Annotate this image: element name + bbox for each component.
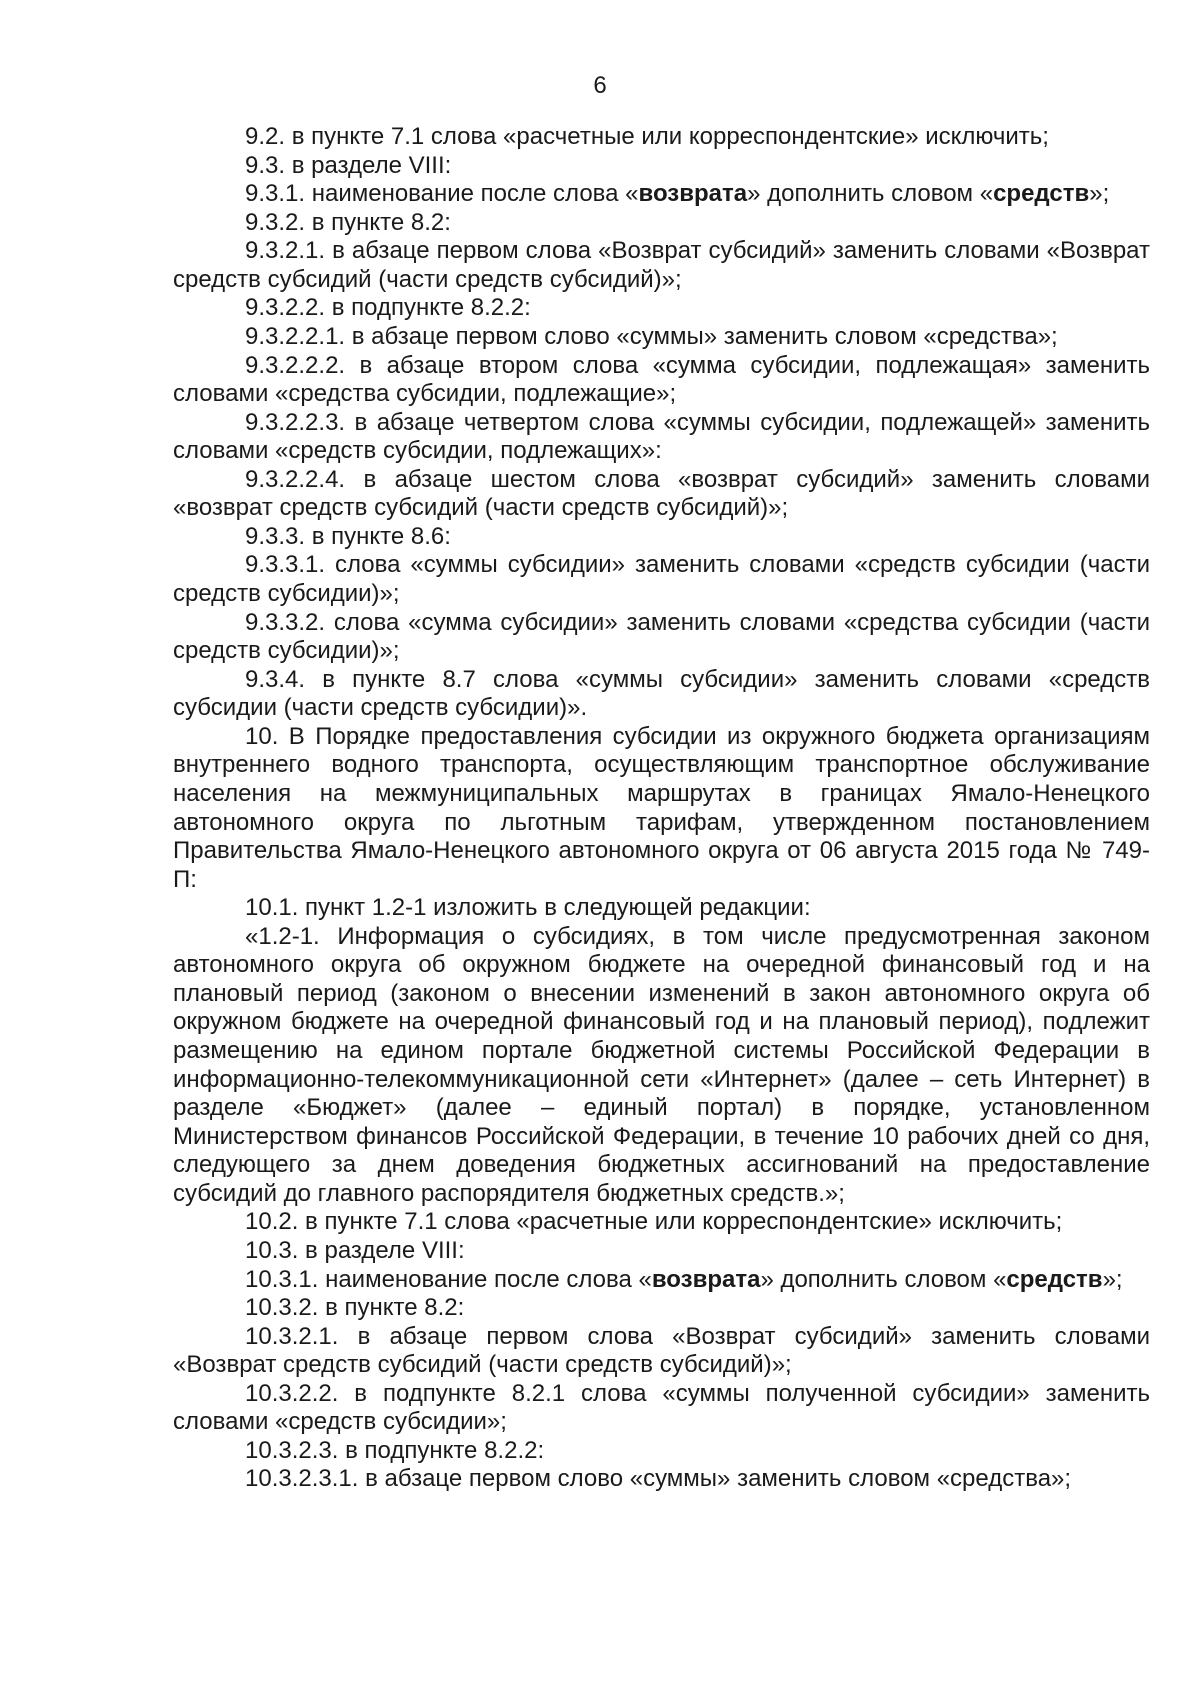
text-segment: 10.1. пункт 1.2-1 изложить в следующей редакции: [245,894,811,922]
text-segment: 9.3.2. в пункте 8.2: [245,208,451,236]
text-segment: » дополнить словом « [760,1265,1007,1293]
paragraph [173,1294,1150,1323]
text-segment: 9.3.3.2. слова «сумма субсидии» заменить словами «средства субсидии (части средств субсидии)»; [173,608,1150,665]
paragraph [173,666,1150,723]
text-segment: 10.3.1. наименование после слова « [245,1265,652,1293]
bold-term: возврата [638,180,748,208]
text-segment: 10. В Порядке предоставления субсидии из окружного бюджета организациям внутреннего водного транспорта, осуществляющим транспортное обслуживание населения на межмуниципальных маршрутах в границах Ямало-Ненецкого автономного округа по льготным тарифам, утвержденном постановлением Правительства Ямало-Ненецкого автономного округа от 06 августа 2015 года № 749-П: [173,722,1150,893]
text-segment: 9.3.2.1. в абзаце первом слова «Возврат субсидий» заменить словами «Возврат средств субсидий (части средств субсидий)»; [173,237,1150,293]
text-segment: 10.3.2.3. в подпункте 8.2.2: [245,1436,545,1464]
text-segment: 9.3.2.2.4. в абзаце шестом слова «возврат субсидий» заменить словами «возврат средств субсидий (части средств субсидий)»; [173,465,1150,522]
page-number: 6 [593,72,607,99]
paragraph [173,1437,1150,1466]
paragraph [173,1323,1150,1380]
paragraph [173,551,1150,608]
text-segment: 10.2. в пункте 7.1 слова «расчетные или корреспондентские» исключить; [245,1208,1063,1236]
paragraph [173,1237,1150,1266]
paragraph [173,123,1150,152]
bold-term: средств [1006,1265,1103,1293]
paragraph [173,323,1150,352]
paragraph [173,723,1150,894]
paragraph [173,152,1150,181]
paragraph [173,1465,1150,1494]
text-segment: 9.3.2.2.1. в абзаце первом слово «суммы» заменить словом «средства»; [245,322,1058,350]
text-segment: 9.3.4. в пункте 8.7 слова «суммы субсидии» заменить словами «средств субсидии (части средств субсидии)». [173,665,1150,722]
bold-term: возврата [651,1265,761,1293]
text-segment: 9.3.1. наименование после слова « [245,180,639,208]
paragraph [173,1266,1150,1295]
paragraph [173,237,1150,294]
bold-term: средств [993,180,1090,208]
text-segment: 9.2. в пункте 7.1 слова «расчетные или корреспондентские» исключить; [245,123,1049,150]
paragraph [173,294,1150,323]
paragraph [173,523,1150,552]
text-segment: »; [1102,1265,1123,1293]
text-segment: 10.3.2.3.1. в абзаце первом слово «суммы» заменить словом «средства»; [245,1465,1072,1493]
text-segment: 9.3.2.2.2. в абзаце втором слова «сумма субсидии, подлежащая» заменить словами «средства субсидии, подлежащие»; [173,351,1150,408]
paragraph [173,1380,1150,1437]
text-segment: »; [1089,180,1110,208]
text-segment: 9.3.3.1. слова «суммы субсидии» заменить словами «средств субсидии (части средств субсидии)»; [173,551,1150,607]
paragraph [173,209,1150,238]
text-segment: 9.3.3. в пункте 8.6: [245,522,451,550]
paragraph [173,466,1150,523]
paragraph [173,923,1150,1209]
paragraph [173,352,1150,409]
paragraph [173,609,1150,666]
text-segment: 10.3.2.2. в подпункте 8.2.1 слова «суммы полученной субсидии» заменить словами «средств субсидии»; [173,1379,1150,1436]
paragraph [173,180,1150,209]
text-segment: 10.3. в разделе VIII: [245,1236,465,1264]
paragraph [173,409,1150,466]
text-segment: » дополнить словом « [747,180,994,208]
document-body [173,123,1150,1494]
paragraph [173,1208,1150,1237]
text-segment: 10.3.2.1. в абзаце первом слова «Возврат субсидий» заменить словами «Возврат средств субсидий (части средств субсидий)»; [173,1322,1150,1379]
paragraph [173,894,1150,923]
text-segment: 9.3. в разделе VIII: [245,151,452,179]
text-segment: «1.2-1. Информация о субсидиях, в том числе предусмотренная законом автономного округа об окружном бюджете на очередной финансовый год и на плановый период (законом о внесении изменений в закон автономного округа об окружном бюджете на очередной финансовый год и на плановый период), подлежит размещению на едином портале бюджетной системы Российской Федерации в информационно-телекоммуникационной сети «Интернет» (далее – сеть Интернет) в разделе «Бюджет» (далее – единый портал) в порядке, установленном Министерством финансов Российской Федерации, в течение 10 рабочих дней со дня, следующего за днем доведения бюджетных ассигнований на предоставление субсидий до главного распорядителя бюджетных средств.»; [173,922,1150,1207]
text-segment: 9.3.2.2.3. в абзаце четвертом слова «суммы субсидии, подлежащей» заменить словами «средств субсидии, подлежащих»: [173,408,1150,465]
text-segment: 10.3.2. в пункте 8.2: [245,1294,465,1322]
text-segment: 9.3.2.2. в подпункте 8.2.2: [245,294,531,322]
